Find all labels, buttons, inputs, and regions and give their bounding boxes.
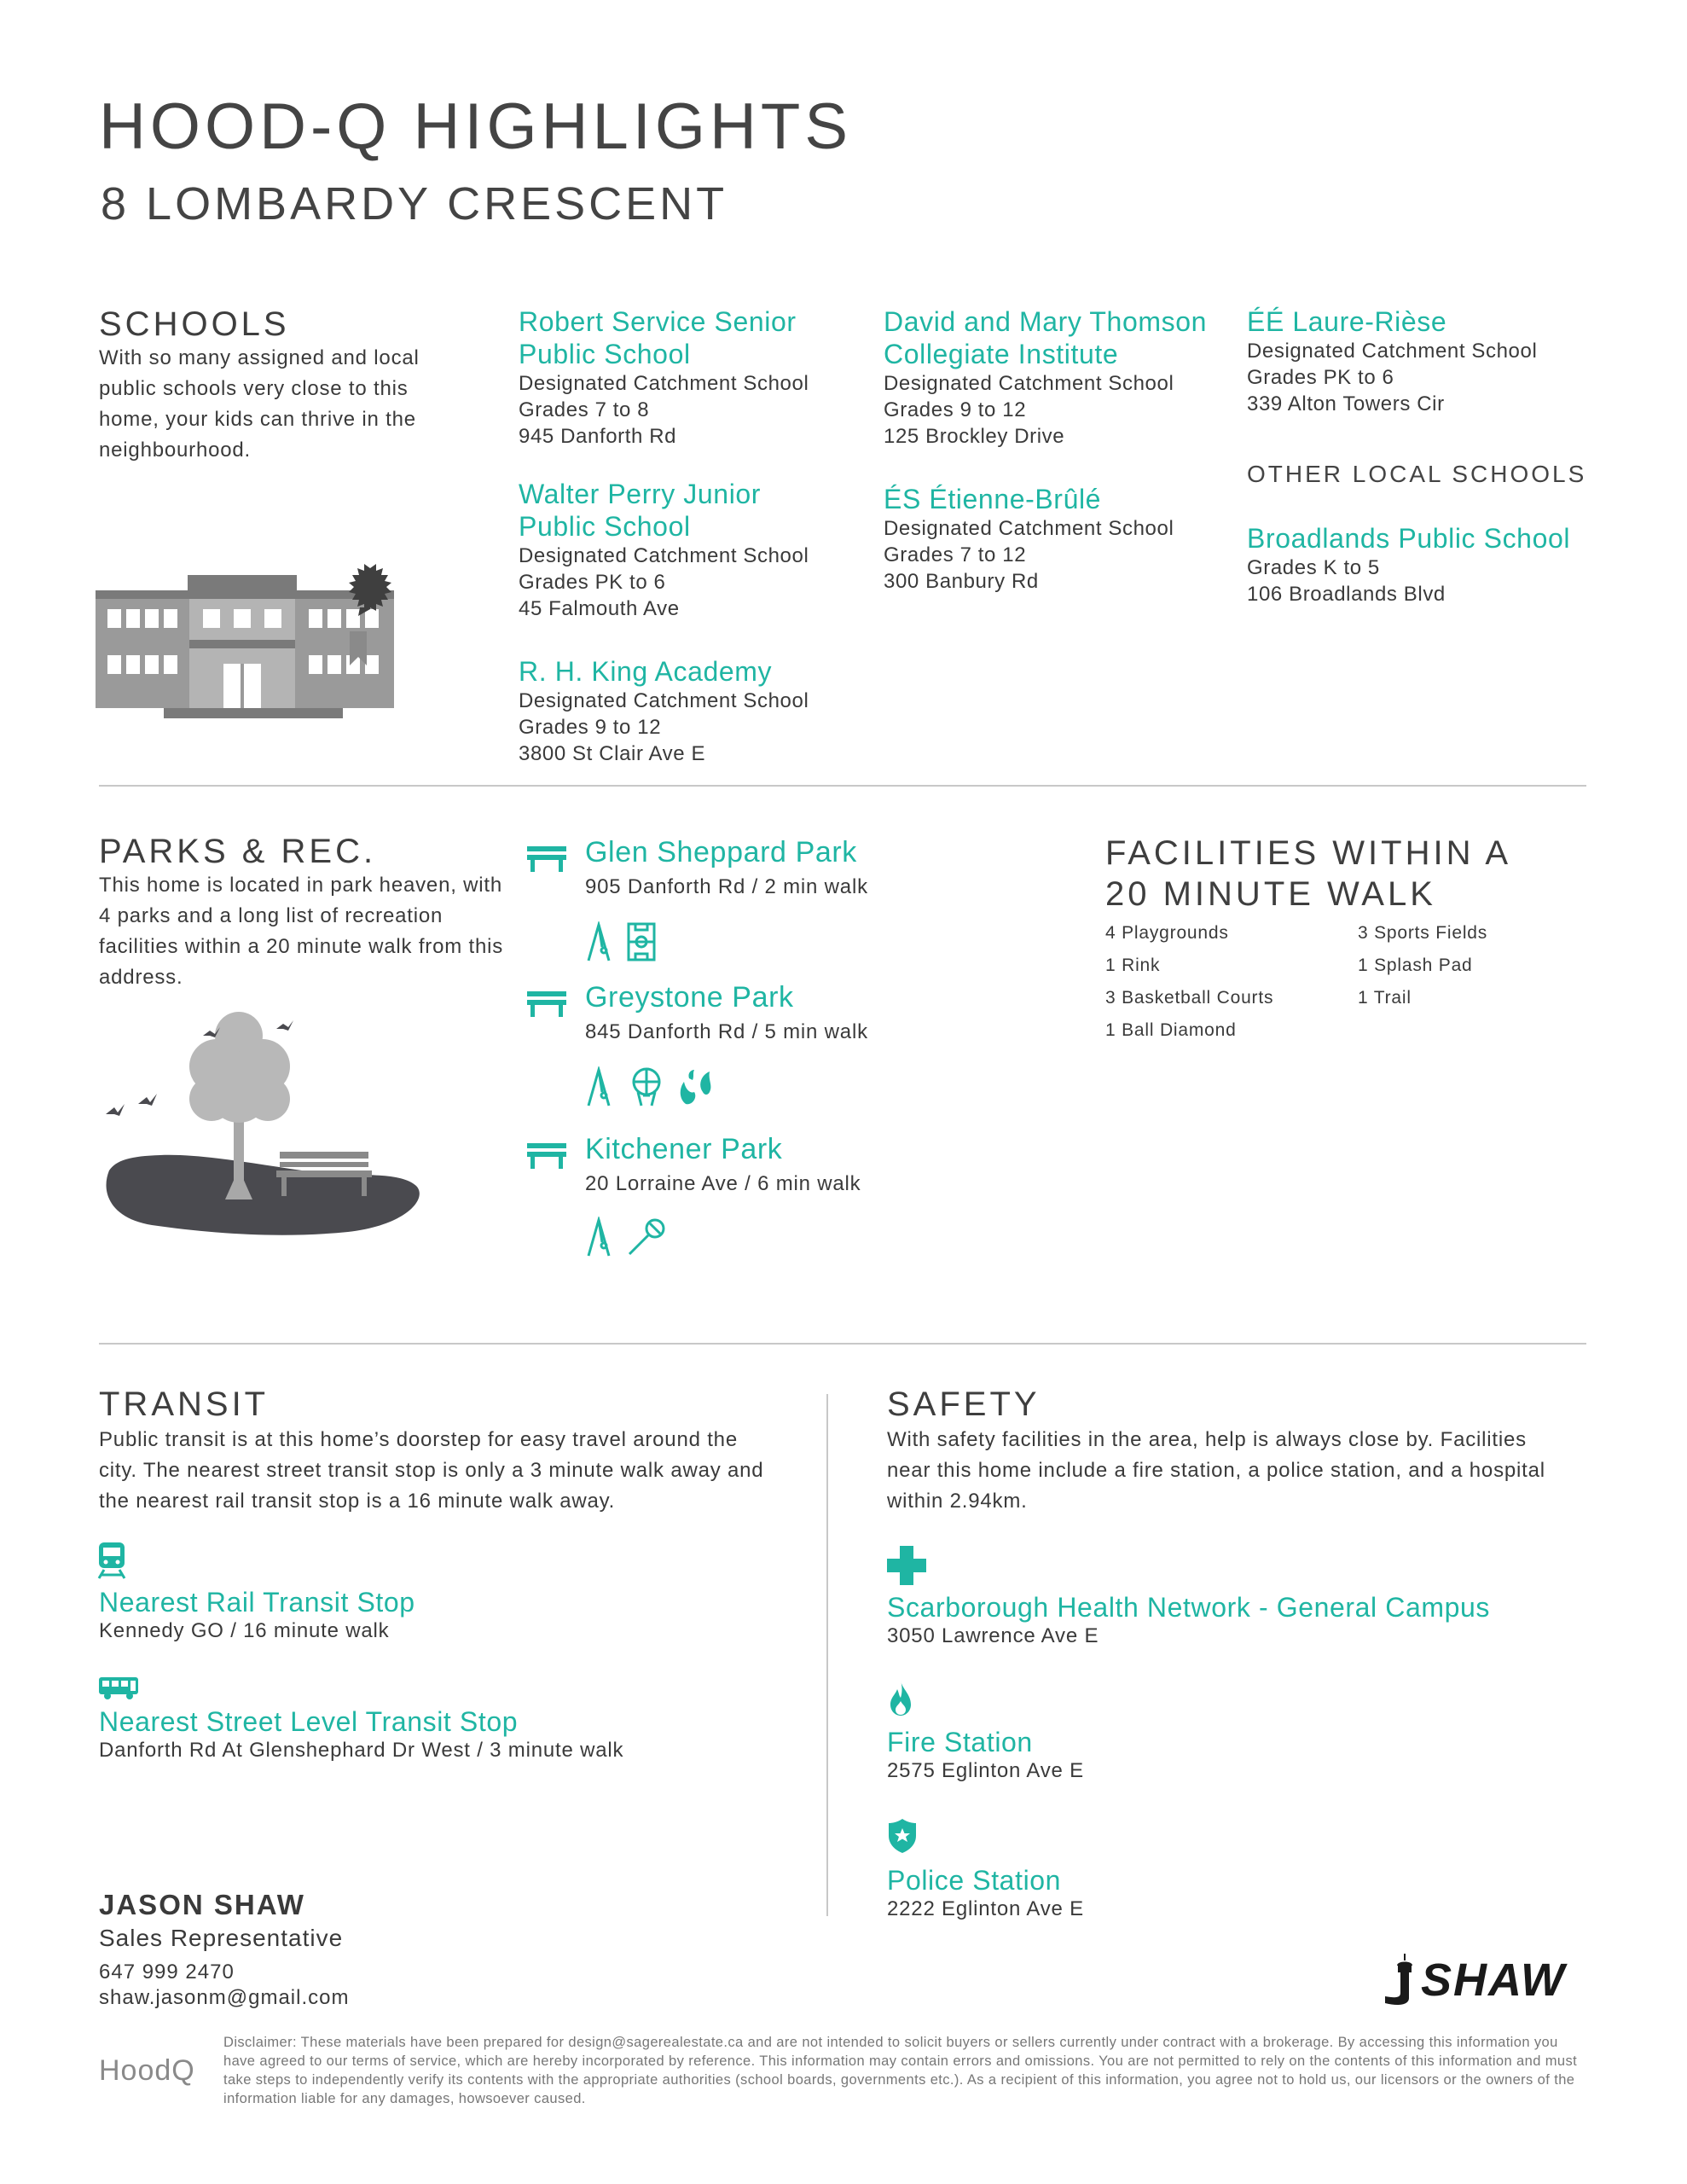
school-type: Designated Catchment School bbox=[519, 372, 809, 395]
school-card bbox=[884, 305, 1242, 450]
school-grades: Grades 9 to 12 bbox=[884, 398, 1027, 421]
column-divider bbox=[826, 1394, 828, 1916]
other-schools-title: OTHER LOCAL SCHOOLS bbox=[1247, 461, 1587, 487]
disclaimer: Disclaimer: These materials have been prepared for design@sagerealestate.ca and are not intended to solicit buyers or sellers currently under contract with a brokerage. By accessing this information you have agreed to our terms of service, which are hereby incorporated by reference. This information may contain errors and omissions. You are not permitted to rely on the contents of this information and must take steps to independently verify its contents with the appropriate authorities (school boards, governments etc.). As a recipient of this information, you agree not to hold us, our licensors or the owners of the information liable for any damages, howsoever caused. bbox=[223, 2035, 1578, 2106]
schools-intro: With so many assigned and local public schools very close to this home, your kids can thrive in the neighbourhood. bbox=[99, 346, 420, 462]
hospital-address: 3050 Lawrence Ave E bbox=[887, 1624, 1099, 1647]
park-amenities bbox=[583, 921, 657, 962]
transit-intro: Public transit is at this home’s doorstep for easy travel around the city. The nearest street transit stop is only a 3 minute walk away and the nearest rail transit stop is a 16 minute walk away. bbox=[99, 1428, 764, 1513]
fire-station-address: 2575 Eglinton Ave E bbox=[887, 1759, 1084, 1782]
school-grades: Grades PK to 6 bbox=[1247, 366, 1394, 389]
fire-station-label[interactable]: Fire Station bbox=[887, 1727, 1033, 1757]
school-grades: Grades PK to 6 bbox=[519, 571, 666, 594]
safety-title: SAFETY bbox=[887, 1385, 1041, 1423]
facility-item: 3 Basketball Courts bbox=[1105, 988, 1274, 1008]
parks-title: PARKS & REC. bbox=[99, 833, 377, 870]
school-card bbox=[519, 655, 877, 767]
park-bench-icon bbox=[527, 843, 566, 874]
school-type: Designated Catchment School bbox=[884, 372, 1174, 395]
hoodq-logo: HoodQ bbox=[99, 2054, 195, 2087]
school-name[interactable]: ÉÉ Laure-Rièse bbox=[1247, 306, 1447, 337]
school-grades: Grades 7 to 12 bbox=[884, 543, 1027, 566]
school-address: 125 Brockley Drive bbox=[884, 425, 1065, 448]
property-address: 8 LOMBARDY CRESCENT bbox=[101, 178, 728, 229]
street-stop-label[interactable]: Nearest Street Level Transit Stop bbox=[99, 1706, 519, 1737]
facility-item: 1 Ball Diamond bbox=[1105, 1020, 1237, 1040]
school-name[interactable]: Broadlands Public School bbox=[1247, 523, 1571, 554]
park-amenities bbox=[583, 1217, 669, 1258]
school-type: Designated Catchment School bbox=[884, 517, 1174, 540]
school-type: Designated Catchment School bbox=[519, 689, 809, 712]
school-card bbox=[519, 478, 809, 622]
school-address: 339 Alton Towers Cir bbox=[1247, 392, 1445, 415]
school-name[interactable]: David and Mary Thomson Collegiate Institute bbox=[884, 306, 1207, 369]
school-address: 945 Danforth Rd bbox=[519, 425, 677, 448]
facility-item: 3 Sports Fields bbox=[1358, 923, 1488, 943]
agent-name: JASON SHAW bbox=[99, 1889, 305, 1920]
park-amenities bbox=[583, 1066, 715, 1107]
agent-phone[interactable]: 647 999 2470 bbox=[99, 1960, 235, 1984]
playground-icon bbox=[583, 921, 617, 962]
hospital-label[interactable]: Scarborough Health Network - General Campus bbox=[887, 1592, 1491, 1623]
school-grades: Grades 9 to 12 bbox=[519, 716, 662, 739]
school-type: Designated Catchment School bbox=[1247, 340, 1538, 363]
transit-title: TRANSIT bbox=[99, 1385, 270, 1423]
agent-email[interactable]: shaw.jasonm@gmail.com bbox=[99, 1986, 350, 2009]
police-shield-icon bbox=[887, 1817, 918, 1855]
school-card bbox=[1247, 522, 1605, 607]
fire-icon bbox=[889, 1679, 913, 1716]
school-name[interactable]: Walter Perry Junior Public School bbox=[519, 479, 762, 542]
school-address: 3800 St Clair Ave E bbox=[519, 742, 706, 765]
park-illustration-icon bbox=[101, 1010, 425, 1266]
playground-icon bbox=[583, 1066, 617, 1107]
park-detail: 905 Danforth Rd / 2 min walk bbox=[585, 875, 868, 898]
park-bench-icon bbox=[527, 988, 566, 1019]
school-card bbox=[884, 483, 1242, 595]
ball-diamond-icon bbox=[626, 1217, 669, 1258]
splash-pad-icon bbox=[675, 1066, 715, 1107]
school-address: 300 Banbury Rd bbox=[884, 570, 1039, 593]
facility-item: 1 Rink bbox=[1105, 956, 1161, 975]
bus-icon bbox=[97, 1676, 140, 1701]
train-icon bbox=[97, 1541, 126, 1580]
section-divider bbox=[99, 785, 1586, 787]
rail-stop-detail: Kennedy GO / 16 minute walk bbox=[99, 1619, 390, 1642]
facilities-title-line: 20 MINUTE WALK bbox=[1105, 875, 1436, 913]
police-station-label[interactable]: Police Station bbox=[887, 1865, 1062, 1896]
facility-item: 1 Splash Pad bbox=[1358, 956, 1473, 975]
school-building-icon bbox=[96, 556, 411, 718]
schools-title: SCHOOLS bbox=[99, 305, 290, 343]
school-type: Designated Catchment School bbox=[519, 544, 809, 567]
school-address: 45 Falmouth Ave bbox=[519, 597, 680, 620]
hospital-cross-icon bbox=[887, 1546, 926, 1585]
sports-field-icon bbox=[626, 921, 657, 962]
street-stop-detail: Danforth Rd At Glenshephard Dr West / 3 minute walk bbox=[99, 1739, 624, 1762]
facility-item: 1 Trail bbox=[1358, 988, 1412, 1008]
school-grades: Grades 7 to 8 bbox=[519, 398, 650, 421]
school-name[interactable]: Robert Service Senior Public School bbox=[519, 306, 797, 369]
facilities-title bbox=[1105, 833, 1511, 915]
park-name[interactable]: Greystone Park bbox=[585, 981, 794, 1014]
park-name[interactable]: Kitchener Park bbox=[585, 1133, 783, 1165]
school-card bbox=[1247, 305, 1605, 417]
agent-role: Sales Representative bbox=[99, 1925, 344, 1951]
facility-item: 4 Playgrounds bbox=[1105, 923, 1229, 943]
park-name[interactable]: Glen Sheppard Park bbox=[585, 836, 857, 868]
rail-stop-label[interactable]: Nearest Rail Transit Stop bbox=[99, 1587, 415, 1618]
school-name[interactable]: ÉS Étienne-Brûlé bbox=[884, 484, 1102, 514]
school-card bbox=[519, 305, 868, 450]
parks-intro: This home is located in park heaven, with 4 parks and a long list of recreation facilities within a 20 minute walk from this address. bbox=[99, 874, 504, 989]
school-name[interactable]: R. H. King Academy bbox=[519, 656, 773, 687]
safety-intro: With safety facilities in the area, help is always close by. Facilities near this home include a fire station, a police station, and a hospital within 2.94km. bbox=[887, 1428, 1545, 1513]
park-bench-icon bbox=[527, 1140, 566, 1170]
park-detail: 845 Danforth Rd / 5 min walk bbox=[585, 1020, 868, 1043]
school-address: 106 Broadlands Blvd bbox=[1247, 583, 1446, 606]
park-detail: 20 Lorraine Ave / 6 min walk bbox=[585, 1172, 861, 1195]
shaw-logo-text: SHAW bbox=[1421, 1955, 1566, 2006]
basketball-icon bbox=[626, 1066, 667, 1107]
section-divider bbox=[99, 1343, 1586, 1345]
police-station-address: 2222 Eglinton Ave E bbox=[887, 1897, 1084, 1920]
school-grades: Grades K to 5 bbox=[1247, 556, 1380, 579]
facilities-title-line: FACILITIES WITHIN A bbox=[1105, 834, 1512, 872]
page-title: HOOD-Q HIGHLIGHTS bbox=[99, 90, 853, 163]
playground-icon bbox=[583, 1217, 617, 1258]
